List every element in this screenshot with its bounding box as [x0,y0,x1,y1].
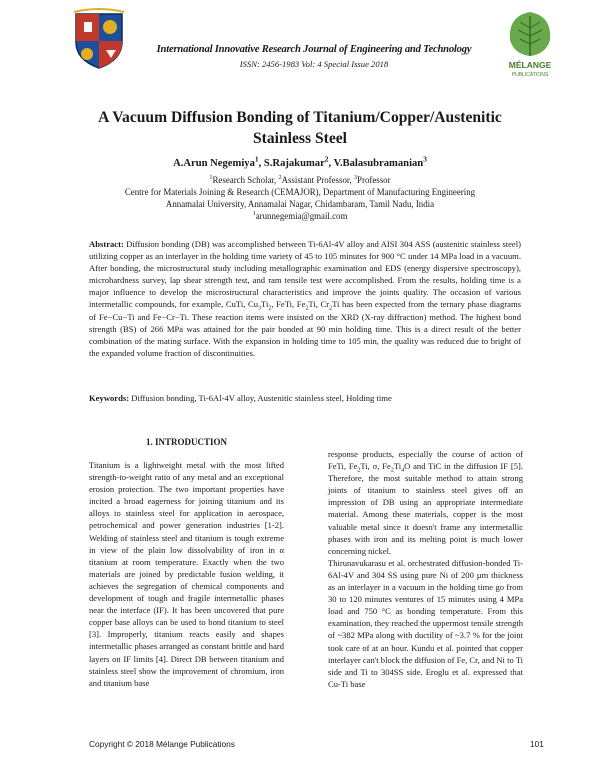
section-heading-introduction: 1. INTRODUCTION [145,437,227,447]
affiliation-roles [40,174,560,186]
role-1: Research Scholar, [212,175,279,185]
affiliation-centre: Centre for Materials Joining & Research (CEMAJOR), Department of Manufacturing Engineering [124,187,476,197]
melange-logo-sub: PUBLICATIONS [511,72,549,78]
email-text: arunnegemia@gmail.com [255,211,348,221]
melange-logo-title: MÉLANGE [508,60,552,70]
author-2: S.Rajakumar [263,158,325,169]
role-mark-1: 1 [209,174,213,182]
page-number: 101 [530,739,544,749]
intro-text-d: O and TiC in the diffusion IF [5]. Therefore, the most suitable method to attain strong joints of titanium to stainless steel gives off an impression of DB using an appropriate intermediate material. Among these materials, copper is the most valuable metal since it doesn't frame any intermetallic phases with iron and its melting point is much lower concerning nickel. [328,461,523,556]
intro-paragraph-1: Titanium is a lightweight metal with the most lifted strength-to-weight ratio of any metal and an exceptional erosion protection. The two important properties have incited a broad eagerness for joining titanium and its alloys to stainless steel for application in aerospace, petrochemical and power generation industries [1-2]. Welding of stainless steel and titanium is tough extreme in view of the plain low dissolvability of iron in α titanium at room temperature. Exactly when the two materials are joined by predictable fusion welding, it achieves the segregation of chemical components and development of tough and fragile intermetallic phases near the interface (IF). It has been uncovered that pure copper base alloys can be used to bond titanium to steel [3]. Improperly, titanium reacts easily and shapes intermetallic phases arranged as constant brittle and hard layers on IF limits [4]. Direct DB between titanium and stainless steel show the improvement of chromium, iron and titanium base [89,460,284,688]
abstract-text-5: Ti has been expected from the ternary phase diagrams of Fe−Cu−Ti and Fe−Cr−Ti. These reaction items were insisted on the XRD (X-ray diffraction) method. The highest bond strength (BS) of 266 MPa was attained for the pair bonded at 90 min holding time. This is a direct result of the better combination of the mating surface. With the expansion in holding time to 105 min, the quality was reduced due to bright of the expanded volume fraction of discontinuities. [89,299,521,358]
paper-title [40,107,560,149]
right-column [328,448,523,690]
author-2-mark: 2 [324,154,329,164]
abstract-sub-1: 3 [258,306,262,313]
author-1-mark: 1 [254,154,259,164]
author-3: V.Balasubramanian [333,158,424,169]
role-3: Professor [357,175,391,185]
journal-name: International Innovative Research Journal of Engineering and Technology [156,44,472,55]
abstract-label: Abstract: [89,239,124,249]
keywords [89,393,521,403]
intro-text-b: Ti, σ, Fe [360,461,391,472]
melange-logo [496,6,564,80]
author-1: A.Arun Negemiya [173,158,255,169]
intro-paragraph-2 [328,448,523,557]
intro-sub-3: 4 [401,467,405,474]
abstract-text-3: , FeTi, Fe [271,299,306,310]
affiliation-university: Annamalai University, Annamalai Nagar, Chidambaram, Tamil Nadu, India [165,199,435,209]
abstract-text-2: Ti [261,299,269,310]
intro-sub-1: 2 [357,467,361,474]
abstract-text-1: Diffusion bonding (DB) was accomplished between Ti-6Al-4V alloy and AISI 304 ASS (austenitic stainless steel) utilizing copper as an interlayer in the holding time variety of 45 to 105 minutes for 900 °C under 14 MPa load in a vacuum. After bonding, the microstructural study including metallographic examination and EDS (energy dispersive spectroscopy), microhardness survey, lap shear strength test, and ram tensile test were accomplished. From the results, holding time is a major influence to develop the microstructural characteristics and improve the joints quality. The occasion of various intermetallic compounds, for example, CuTi, Cu [89,239,521,310]
keywords-text: Diffusion bonding, Ti-6Al-4V alloy, Austenitic stainless steel, Holding time [129,393,392,403]
intro-paragraph-3: Thirunavukarasu et al. orchestrated diffusion-bonded Ti-6Al-4V and 304 SS using pure Ni of 200 µm thickness as an interlayer in a vacuum in the holding time go from 30 to 120 minutes ventures of 15 minutes using 4 MPa load and 750 °C as bonding temperature. From this examination, they reached the uppermost tensile strength of ~382 MPa along with ductility of ~3.7 % for the joint took care of at an hour. Kundu et al. pointed that copper interlayer can't block the diffusion of Fe, Cr, and Ni to Ti side and Ti to 304SS side. Eroglu et al. expressed that Cu-Ti base [328,557,523,689]
title-line-1: A Vacuum Diffusion Bonding of Titanium/Copper/Austenitic [98,109,502,126]
abstract-sub-3: 2 [305,306,309,313]
role-2: Assistant Professor, [281,175,354,185]
intro-text-c: Ti [393,461,402,472]
issn-line: ISSN: 2456-1983 Vol: 4 Special Issue 2018 [239,59,389,69]
left-column [89,459,284,689]
abstract-sub-2: 2 [268,306,272,313]
author-list: A.Arun Negemiya$^1$, S.Rajakumar$^2$, V.Balasubramanian$^3$ [173,154,427,169]
journal-shield-logo [70,8,128,70]
title-line-2: Stainless Steel [253,130,347,147]
intro-text-a: response products, especially the course of action of FeTi, Fe [328,449,523,472]
author-3-mark: 3 [423,154,427,164]
role-mark-3: 3 [353,174,358,182]
role-mark-2: 2 [278,174,282,182]
abstract [89,238,521,359]
abstract-sub-4: 2 [329,306,333,313]
abstract-text-4: Ti, Cr [308,299,330,310]
email-mark: 1 [252,210,256,218]
intro-sub-2: 2 [390,467,394,474]
keywords-label: Keywords: [89,393,130,403]
author-email[interactable] [40,210,560,222]
footer-copyright: Copyright © 2018 Mélange Publications [89,739,235,749]
